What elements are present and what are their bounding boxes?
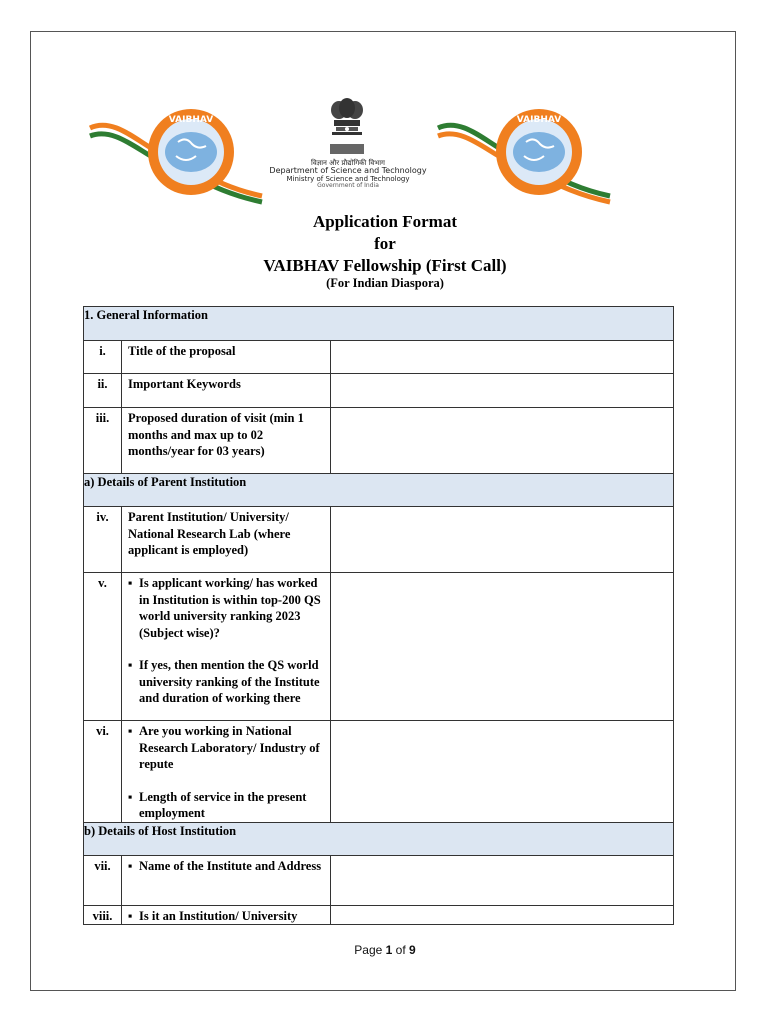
bullet-item: ▪ Name of the Institute and Address — [128, 858, 322, 873]
vaibhav-logo-left — [86, 106, 264, 206]
doc-title-for: for — [374, 234, 396, 253]
section-heading: a) Details of Parent Institution — [84, 474, 674, 507]
form-row — [84, 905, 674, 925]
row-label: Parent Institution/ University/ National Research Lab (where applicant is employed) — [122, 507, 331, 573]
national-emblem-icon — [322, 96, 372, 164]
form-row — [84, 507, 674, 573]
dst-ministry-name: Ministry of Science and Technology — [286, 174, 410, 183]
page-footer — [0, 943, 770, 957]
vaibhav-logo-right — [434, 106, 612, 206]
row-label — [122, 573, 331, 721]
bullet-item: ▪ Are you working in National Research Laboratory/ Industry of repute — [128, 724, 320, 771]
form-row — [84, 721, 674, 823]
doc-subtitle: (For Indian Diaspora) — [326, 276, 444, 290]
dst-department-name: Department of Science and Technology — [269, 166, 427, 176]
doc-title-fellowship: VAIBHAV Fellowship (First Call) — [263, 256, 507, 275]
bullet-item: ▪ Is it an Institution/ University — [128, 908, 298, 923]
row-number: iv. — [84, 507, 122, 573]
bullet-icon: ▪ — [128, 858, 133, 873]
proposed-duration-field[interactable] — [331, 408, 674, 474]
logo-text-right: VAIBHAV — [516, 115, 562, 125]
form-row — [84, 573, 674, 721]
bullet-icon: ▪ — [128, 724, 133, 738]
section-heading: 1. General Information — [84, 307, 674, 341]
dst-text-block — [250, 160, 446, 189]
row-number: ii. — [84, 374, 122, 408]
row-label: Important Keywords — [122, 374, 331, 408]
bullet-item: ▪ Length of service in the present employment — [128, 789, 307, 820]
logo-text-left: VAIBHAV — [168, 115, 214, 125]
bullet-icon: ▪ — [128, 908, 133, 923]
total-page-count: 9 — [409, 943, 416, 957]
bullet-item: ▪ If yes, then mention the QS world university ranking of the Institute and duration of working there — [128, 658, 320, 705]
important-keywords-field[interactable] — [331, 374, 674, 408]
section-general-information — [84, 307, 674, 341]
page-of: of — [392, 943, 410, 957]
row-number: v. — [84, 573, 122, 721]
bullet-icon: ▪ — [128, 576, 133, 590]
row-number: vi. — [84, 721, 122, 823]
row-label — [122, 905, 331, 925]
row-label — [122, 721, 331, 823]
national-lab-employment-field[interactable] — [331, 721, 674, 823]
row-number: viii. — [84, 905, 122, 925]
page-prefix: Page — [354, 943, 386, 957]
row-number: vii. — [84, 855, 122, 905]
title-of-proposal-field[interactable] — [331, 341, 674, 374]
section-parent-institution — [84, 474, 674, 507]
section-heading: b) Details of Host Institution — [84, 822, 674, 855]
section-host-institution — [84, 822, 674, 855]
parent-institution-field[interactable] — [331, 507, 674, 573]
row-label: Title of the proposal — [122, 341, 331, 374]
qs-ranking-field[interactable] — [331, 573, 674, 721]
application-form-table — [83, 306, 674, 925]
bullet-item: ▪ Is applicant working/ has worked in Institution is within top-200 QS world university ranking 2023 (Subject wise)? — [128, 576, 321, 640]
row-number: iii. — [84, 408, 122, 474]
bullet-icon: ▪ — [128, 658, 133, 672]
host-institute-address-field[interactable] — [331, 855, 674, 905]
form-row — [84, 374, 674, 408]
row-label: Proposed duration of visit (min 1 months and max up to 02 months/year for 03 years) — [122, 408, 331, 474]
row-number: i. — [84, 341, 122, 374]
form-row — [84, 408, 674, 474]
dst-hindi-name: विज्ञान और प्रौद्योगिकी विभाग — [311, 159, 385, 167]
form-row — [84, 341, 674, 374]
institution-type-field[interactable] — [331, 905, 674, 925]
dst-government-name: Government of India — [317, 182, 379, 190]
form-row — [84, 855, 674, 905]
bullet-icon: ▪ — [128, 789, 133, 804]
current-page-number: 1 — [385, 943, 393, 957]
doc-title: Application Format — [312, 212, 458, 231]
row-label — [122, 855, 331, 905]
